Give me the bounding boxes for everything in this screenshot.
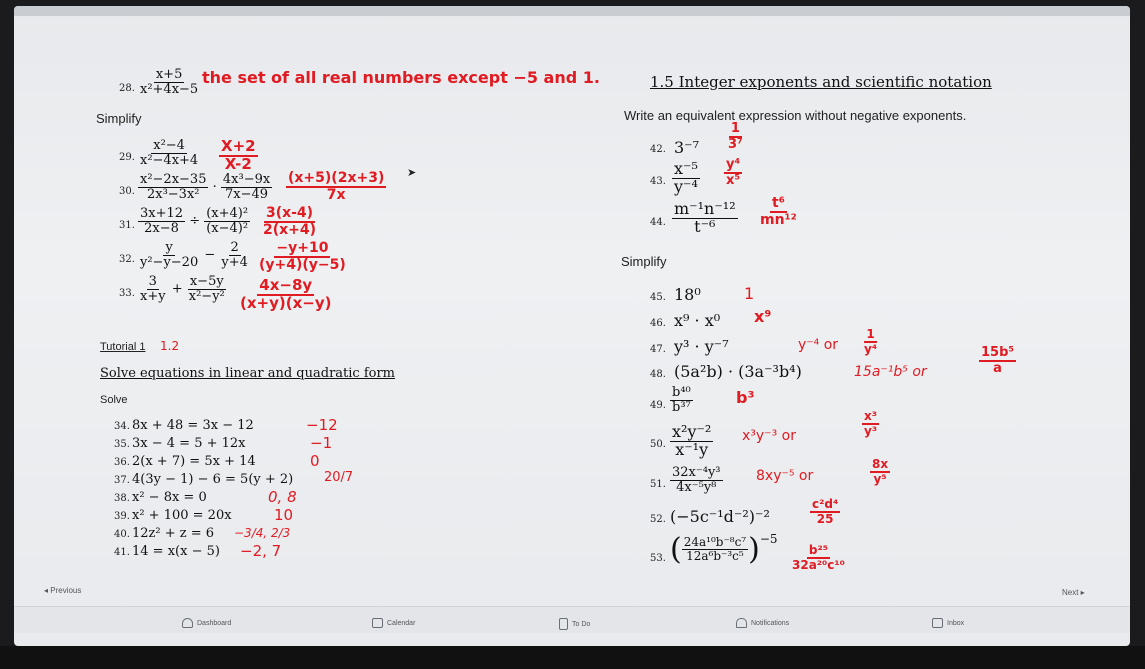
equation-number: 39. <box>114 511 130 522</box>
exponents-section-title: 1.5 Integer exponents and scientific notation <box>650 73 992 91</box>
solve-section-title: Solve equations in linear and quadratic form <box>100 366 396 381</box>
q53-expression: ( $\frac{\text{24a¹⁰b⁻⁸c⁷}}{\text{12a⁶b⁻³c⁵}}$ )$^{-5}$ <box>670 532 778 567</box>
q30-a-top: x²−2x−35 <box>140 172 207 187</box>
equation-number: 36. <box>114 457 130 468</box>
q43-answer-bottom: x⁵ <box>726 172 741 188</box>
q30-answer-bottom: 7x <box>326 186 346 203</box>
q44-answer-bottom: mn¹² <box>760 211 797 228</box>
q44-denominator: t⁻⁶ <box>694 216 716 236</box>
nav-calendar-label: Calendar <box>387 619 416 627</box>
nav-todo-label: To Do <box>572 620 591 628</box>
q51-answer-alt-top: 8x <box>872 457 889 471</box>
q30-answer-top: (x+5)(2x+3) <box>288 170 385 186</box>
q42-expression: 3⁻⁷ <box>674 138 700 157</box>
dashboard-icon <box>182 618 193 628</box>
equation-text: 8x + 48 = 3x − 12 <box>132 418 254 433</box>
equation-text: x² + 100 = 20x <box>132 508 232 523</box>
equation-item <box>114 418 414 436</box>
q46-answer: x⁹ <box>754 307 772 326</box>
q32-answer-bottom: (y+4)(y−5) <box>259 256 346 273</box>
equation-answer: 0 <box>310 452 320 470</box>
q50-answer-alt-bottom: y³ <box>864 423 878 438</box>
q53-answer-bottom: 32a²⁰c¹⁰ <box>792 557 845 572</box>
q45-number: 45. <box>650 292 666 303</box>
q28-expression <box>138 68 200 96</box>
q29-answer-bottom: X-2 <box>224 154 252 173</box>
q31-answer-top: 3(x-4) <box>265 205 314 221</box>
q49-expression <box>670 386 693 414</box>
q53-numerator: 24a¹⁰b⁻⁸c⁷ <box>683 535 747 550</box>
q48-answer-alt-top: 15b⁵ <box>981 345 1015 360</box>
nav-notifications-label: Notifications <box>751 619 790 627</box>
nav-notifications[interactable] <box>736 618 789 628</box>
equation-text: 12z² + z = 6 <box>132 526 215 541</box>
solve-label: Solve <box>100 394 128 406</box>
equation-text: 14 = x(x − 5) <box>132 544 220 559</box>
nav-inbox-label: Inbox <box>947 619 965 627</box>
equation-text: 3x − 4 = 5 + 12x <box>132 436 246 451</box>
q29-number: 29. <box>119 152 135 163</box>
equation-answer: −2, 7 <box>240 542 282 560</box>
q44-answer-top: t⁶ <box>772 195 785 211</box>
q31-expression: $\frac{3x+12}{2x-8}$ ÷ $\frac{\text{(x+4)²}}{\text{(x−4)²}}$ <box>140 206 249 236</box>
monitor-bezel <box>0 646 1145 669</box>
equation-answer: −12 <box>306 416 338 434</box>
q48-number: 48. <box>650 369 666 380</box>
clipboard-icon <box>559 618 568 630</box>
q51-denominator: 4x⁻⁵y⁸ <box>676 479 717 495</box>
q33-b-bottom: x²−y² <box>188 288 225 304</box>
q32-answer <box>257 241 348 272</box>
q31-answer <box>261 206 318 237</box>
q42-answer <box>726 122 745 151</box>
nav-dashboard-label: Dashboard <box>197 619 232 627</box>
q47-expression: y³ · y⁻⁷ <box>674 337 729 356</box>
q50-answer-alt <box>862 410 879 437</box>
mail-icon <box>932 618 943 628</box>
q29-numerator: x²−4 <box>153 138 185 153</box>
q47-answer: y⁻⁴ or <box>798 337 839 353</box>
q28-denominator: x²+4x−5 <box>140 81 199 97</box>
equation-number: 35. <box>114 439 130 450</box>
calendar-icon <box>372 618 383 628</box>
q50-answer-alt-top: x³ <box>864 409 878 423</box>
q29-answer-top: X+2 <box>221 137 256 155</box>
q47-answer-alt <box>862 328 879 355</box>
q33-number: 33. <box>119 288 135 299</box>
q48-expression: (5a²b) · (3a⁻³b⁴) <box>674 362 802 381</box>
q31-b-bottom: (x−4)² <box>206 220 249 236</box>
equation-item <box>114 436 414 454</box>
q32-a-bottom: y²−y−20 <box>140 254 199 270</box>
equation-answer: −1 <box>310 434 333 452</box>
q49-answer: b³ <box>736 388 755 407</box>
q51-numerator: 32x⁻⁴y³ <box>672 465 721 480</box>
screen <box>14 6 1130 646</box>
browser-top-edge <box>14 6 1130 16</box>
q46-number: 46. <box>650 318 666 329</box>
q45-answer: 1 <box>744 284 755 303</box>
q51-expression <box>670 466 723 494</box>
q30-a-bottom: 2x³−3x² <box>146 186 200 202</box>
q43-denominator: y⁻⁴ <box>674 176 698 196</box>
equation-item <box>114 508 414 526</box>
q32-answer-top: −y+10 <box>276 240 329 256</box>
equation-item <box>114 472 414 490</box>
q33-b-top: x−5y <box>189 274 224 289</box>
q42-number: 42. <box>650 144 666 155</box>
q33-answer-bottom: (x+y)(x−y) <box>240 293 332 312</box>
q51-number: 51. <box>650 479 666 490</box>
nav-calendar[interactable] <box>372 618 415 628</box>
mouse-cursor-icon: ➤ <box>407 166 417 179</box>
q32-expression: $\frac{y}{\text{y²−y−20}}$ − $\frac{2}{y+4}$ <box>140 240 248 270</box>
q33-answer-top: 4x−8y <box>259 276 313 294</box>
q50-numerator: x²y⁻² <box>672 422 712 441</box>
equation-answer: −3/4, 2/3 <box>234 526 291 540</box>
q53-number: 53. <box>650 553 666 564</box>
q30-b-top: 4x³−9x <box>222 172 271 187</box>
q44-numerator: m⁻¹n⁻¹² <box>674 199 736 218</box>
q28-numerator: x+5 <box>155 67 183 82</box>
q29-denominator: x²−4x+4 <box>140 152 199 168</box>
nav-dashboard[interactable] <box>182 618 231 628</box>
q31-number: 31. <box>119 220 135 231</box>
q50-answer: x³y⁻³ or <box>742 428 796 444</box>
equation-number: 37. <box>114 475 130 486</box>
q31-a-top: 3x+12 <box>140 206 184 221</box>
q44-number: 44. <box>650 217 666 228</box>
q44-expression <box>672 201 738 236</box>
q51-answer-alt-bottom: y⁵ <box>873 471 887 486</box>
q31-a-bottom: 2x−8 <box>144 220 179 236</box>
q43-number: 43. <box>650 176 666 187</box>
q49-number: 49. <box>650 400 666 411</box>
q47-number: 47. <box>650 344 666 355</box>
q29-answer <box>219 139 258 173</box>
equation-answer: 10 <box>274 506 294 524</box>
q30-answer <box>286 171 386 202</box>
q43-answer <box>724 158 742 187</box>
q52-answer-top: c²d⁴ <box>812 497 839 511</box>
q50-expression <box>670 424 713 459</box>
q42-answer-top: 1 <box>730 121 740 136</box>
q33-a-bottom: x+y <box>140 288 166 304</box>
tutorial-link[interactable]: Tutorial 1 <box>100 341 146 353</box>
q30-b-bottom: 7x−49 <box>225 186 269 202</box>
q30-number: 30. <box>119 186 135 197</box>
simplify-label-left: Simplify <box>96 111 142 126</box>
tutorial-note: 1.2 <box>160 339 180 353</box>
q53-answer-top: b²⁵ <box>808 543 829 557</box>
q43-expression <box>672 161 700 196</box>
q29-expression <box>138 139 200 167</box>
q32-b-top: 2 <box>230 240 239 255</box>
q32-number: 32. <box>119 254 135 265</box>
equation-item <box>114 544 414 562</box>
bell-icon <box>736 618 747 628</box>
q43-answer-top: y⁴ <box>726 157 741 172</box>
q44-answer <box>758 196 799 227</box>
q52-answer-bottom: 25 <box>816 511 834 526</box>
q47-answer-alt-top: 1 <box>866 327 875 341</box>
q48-answer: 15a⁻¹b⁵ or <box>854 364 927 380</box>
exponents-instruction: Write an equivalent expression without negative exponents. <box>624 108 967 123</box>
q42-answer-bottom: 3⁷ <box>728 136 743 152</box>
q33-answer <box>238 278 333 312</box>
q49-numerator: b⁴⁰ <box>672 385 691 400</box>
equation-text: 4(3y − 1) − 6 = 5(y + 2) <box>132 472 294 487</box>
q32-a-top: y <box>165 240 173 255</box>
q33-expression: $\frac{3}{x+y}$ + $\frac{x-5y}{\text{x²−y²}}$ <box>140 274 225 304</box>
q49-denominator: b³⁷ <box>672 399 691 415</box>
q30-expression: $\frac{\text{x²−2x−35}}{\text{2x³−3x²}}$ · $\frac{\text{4x³−9x}}{7x-49}$ <box>140 172 271 202</box>
equation-item <box>114 454 414 472</box>
equation-text: 2(x + 7) = 5x + 14 <box>132 454 256 469</box>
equation-number: 40. <box>114 529 130 540</box>
equation-answer: 0, 8 <box>268 488 297 506</box>
q31-answer-bottom: 2(x+4) <box>263 221 317 238</box>
nav-inbox[interactable] <box>932 618 964 628</box>
q43-numerator: x⁻⁵ <box>674 159 698 178</box>
q52-expression: (−5c⁻¹d⁻²)⁻² <box>670 507 770 526</box>
q48-answer-alt <box>979 346 1016 375</box>
q51-answer-alt <box>870 458 890 485</box>
next-link[interactable]: Next ▸ <box>1062 588 1085 597</box>
equation-number: 38. <box>114 493 130 504</box>
q47-answer-alt-bottom: y⁴ <box>864 341 878 356</box>
q45-expression: 18⁰ <box>674 285 701 304</box>
q31-b-top: (x+4)² <box>206 206 249 221</box>
q28-number: 28. <box>119 83 135 94</box>
nav-todo[interactable] <box>559 618 590 630</box>
q50-denominator: x⁻¹y <box>675 439 709 459</box>
equation-number: 41. <box>114 547 130 558</box>
q51-answer: 8xy⁻⁵ or <box>756 468 814 484</box>
equation-number: 34. <box>114 421 130 432</box>
simplify-label-right: Simplify <box>621 254 667 269</box>
q48-answer-alt-bottom: a <box>993 360 1002 376</box>
q52-answer <box>810 498 840 525</box>
q53-answer <box>790 544 847 571</box>
q53-denominator: 12a⁶b⁻³c⁵ <box>686 549 744 563</box>
equation-text: x² − 8x = 0 <box>132 490 207 505</box>
equation-answer: 20/7 <box>324 470 354 485</box>
previous-link[interactable]: ◂ Previous <box>44 586 82 595</box>
q32-b-bottom: y+4 <box>221 254 248 270</box>
q50-number: 50. <box>650 439 666 450</box>
q52-number: 52. <box>650 514 666 525</box>
q46-expression: x⁹ · x⁰ <box>674 311 721 330</box>
equation-item <box>114 490 414 508</box>
q33-a-top: 3 <box>148 274 157 289</box>
q53-exponent: −5 <box>759 532 778 546</box>
q28-answer: the set of all real numbers except −5 and 1. <box>202 68 600 87</box>
